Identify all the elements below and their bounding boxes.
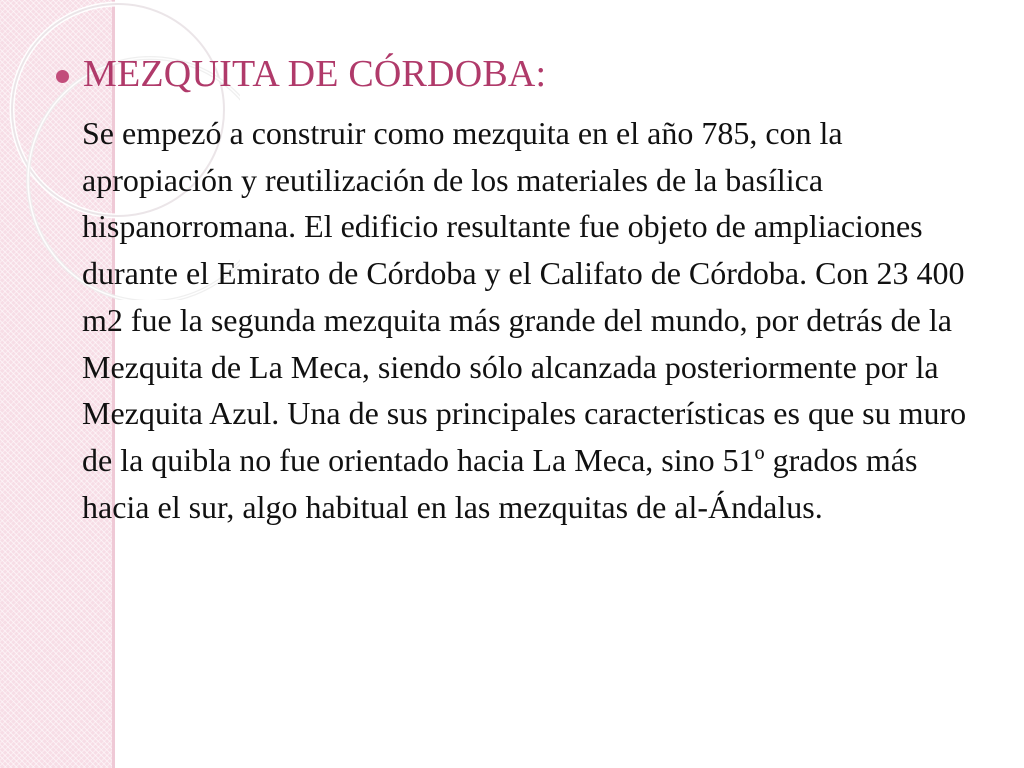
bullet-icon (56, 70, 69, 83)
slide-title: MEZQUITA DE CÓRDOBA: (83, 53, 547, 95)
body-paragraph: Se empezó a construir como mezquita en el año 785, con la apropiación y reutilización de los materiales de la basílica hispanorromana. El edificio resultante fue objeto de ampliaciones durante el Emirato de Córdoba y el Califato de Córdoba. Con 23 400 m2 fue la segunda mezquita más grande del mundo, por detrás de la Mezquita de La Meca, siendo sólo alcanzada posteriormente por la Mezquita Azul. Una de sus principales características es que su muro de la quibla no fue orientado hacia La Meca, sino 51º grados más hacia el sur, algo habitual en las mezquitas de al-Ándalus. (82, 115, 967, 525)
slide-content (56, 50, 1006, 530)
title-row (56, 50, 1006, 98)
